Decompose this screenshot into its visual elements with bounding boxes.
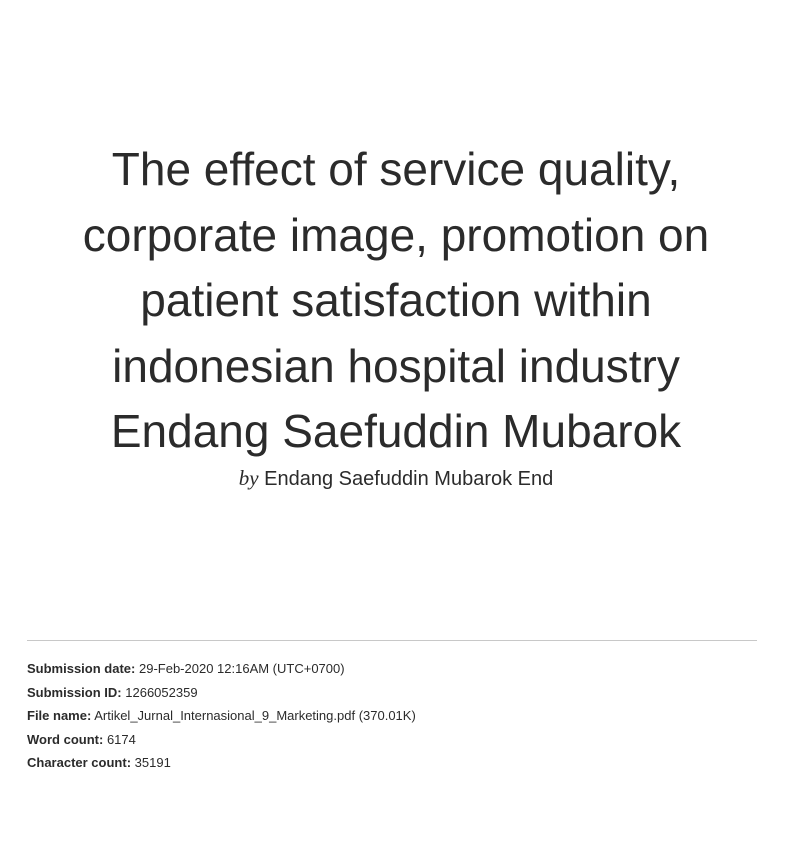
character-count-label: Character count:	[27, 755, 132, 771]
submission-id-row	[27, 681, 416, 705]
submission-id-label: Submission ID:	[27, 684, 122, 700]
word-count-row	[27, 728, 416, 752]
title-line: corporate image, promotion on	[82, 208, 710, 261]
word-count-label: Word count:	[27, 731, 104, 747]
document-title	[0, 137, 792, 465]
title-line: patient satisfaction within	[140, 274, 652, 326]
submission-date-label: Submission date:	[27, 661, 136, 676]
divider	[27, 640, 757, 641]
file-name-row	[27, 704, 416, 728]
submission-date-row	[27, 657, 416, 681]
character-count-row	[27, 751, 416, 775]
title-line: Endang Saefuddin Mubarok	[110, 405, 682, 457]
file-name-value: Artikel_Jurnal_Internasional_9_Marketing.pdf (370.01K)	[94, 708, 416, 724]
byline-author: Endang Saefuddin Mubarok End	[264, 468, 554, 490]
character-count-value: 35191	[134, 755, 171, 771]
submission-id-value: 1266052359	[125, 684, 198, 700]
submission-details	[27, 657, 416, 775]
byline-prefix: by	[238, 466, 259, 490]
word-count-value: 6174	[106, 731, 136, 747]
title-line: indonesian hospital industry	[112, 339, 680, 392]
byline	[0, 465, 792, 492]
title-line: The effect of service quality,	[111, 143, 681, 195]
submission-date-value: 29-Feb-2020 12:16AM (UTC+0700)	[138, 661, 345, 676]
file-name-label: File name:	[27, 708, 92, 724]
